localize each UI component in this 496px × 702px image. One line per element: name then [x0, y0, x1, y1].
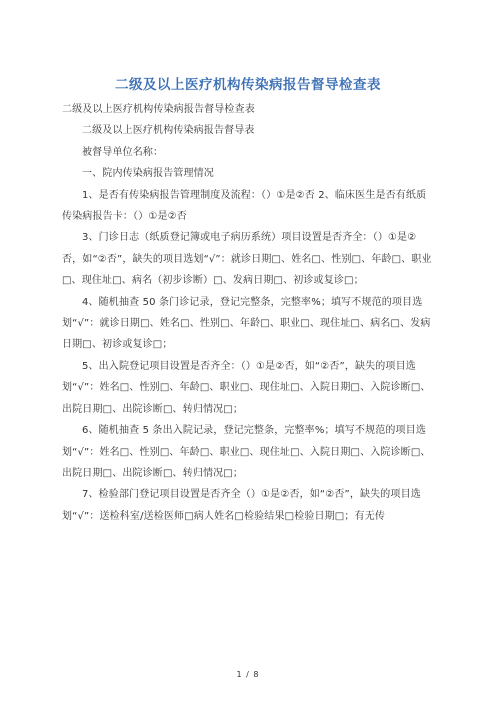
paragraph-item-5: 5、出入院登记项目设置是否齐全：（）①是②否，如“②否”，缺失的项目选划“√”：姓名□、性别□、年龄□、职业□、现住址□、入院日期□、入院诊断□、出院日期□、出院诊断□、转归情况□；: [62, 360, 431, 415]
paragraph-subtitle: 二级及以上医疗机构传染病报告督导表: [82, 125, 255, 137]
paragraph-item-6: 6、随机抽查 5 条出入院记录，登记完整条，完整率%；填写不规范的项目选划“√”：姓名□、性别□、年龄□、职业□、现住址□、入院日期□、入院诊断□、出院日期□、出院诊断□、转归情况□；: [62, 425, 431, 479]
page-title: 二级及以上医疗机构传染病报告督导检查表: [115, 77, 381, 93]
paragraph-item-4: 4、随机抽查 50 条门诊记录，登记完整条，完整率%；填写不规范的项目选划“√”：就诊日期□、姓名□、性别□、年龄□、职业□、现住址□、病名□、发病日期□、初诊或复诊□；: [62, 296, 431, 351]
paragraph-unit-name: 被督导单位名称：: [82, 146, 164, 158]
paragraph-section-one: 一、院内传染病报告管理情况: [82, 168, 214, 180]
document-body: [62, 99, 436, 527]
paragraph-heading-repeat: 二级及以上医疗机构传染病报告督导检查表: [62, 104, 255, 115]
paragraph-item-3: 3、门诊日志（纸质登记簿或电子病历系统）项目设置是否齐全：（）①是②否，如“②否”，缺失的项目选划“√”：就诊日期□、姓名□、性别□、年龄□、职业□、现住址□、病名（初步诊断）□、发病日期□、初诊或复诊□；: [62, 232, 432, 287]
paragraph-item-7: 7、检验部门登记项目设置是否齐全（）①是②否，如“②否”，缺失的项目选划“√”：送检科室/送检医师□病人姓名□检验结果□检验日期□；有无传: [62, 489, 421, 522]
page-number: 1 / 8: [236, 670, 260, 679]
paragraph-item-1-2: 1、是否有传染病报告管理制度及流程：（）①是②否 2、临床医生是否有纸质传染病报告卡：（）①是②否: [62, 189, 427, 223]
